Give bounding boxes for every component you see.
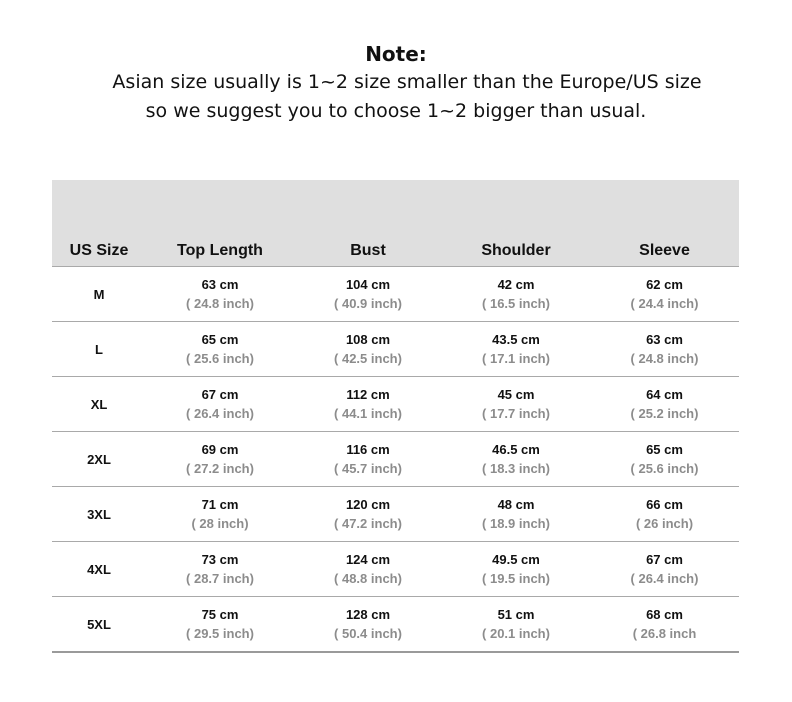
- inch-value: ( 26.4 inch): [630, 570, 699, 586]
- header-us-size: US Size: [52, 180, 146, 267]
- inch-value: ( 45.7 inch): [334, 460, 402, 476]
- header-top-length: Top Length: [146, 180, 294, 267]
- top-length-cell: [146, 432, 294, 487]
- cm-value: 128 cm: [345, 606, 391, 622]
- inch-value: ( 47.2 inch): [334, 515, 402, 531]
- cm-value: 104 cm: [345, 276, 391, 292]
- bust-cell: [294, 377, 442, 432]
- inch-value: ( 18.9 inch): [482, 515, 550, 531]
- cm-value: 46.5 cm: [492, 441, 540, 457]
- sleeve-cell: [590, 322, 739, 377]
- inch-value: ( 17.7 inch): [482, 405, 550, 421]
- inch-value: ( 24.8 inch): [630, 350, 699, 366]
- inch-value: ( 44.1 inch): [334, 405, 402, 421]
- inch-value: ( 26 inch): [635, 515, 694, 531]
- cm-value: 75 cm: [201, 606, 239, 622]
- cm-value: 71 cm: [201, 496, 239, 512]
- table-header: [52, 180, 739, 267]
- cm-value: 120 cm: [345, 496, 391, 512]
- shoulder-cell: [442, 377, 590, 432]
- note-line-1: Asian size usually is 1~2 size smaller than the Europe/US size: [112, 71, 702, 93]
- size-label: 5XL: [52, 597, 146, 653]
- sleeve-cell: [590, 267, 739, 322]
- size-label: XL: [52, 377, 146, 432]
- table-row: [52, 542, 739, 597]
- inch-value: ( 17.1 inch): [482, 350, 550, 366]
- size-label: L: [52, 322, 146, 377]
- size-note: [0, 40, 792, 126]
- size-label: 2XL: [52, 432, 146, 487]
- cm-value: 124 cm: [345, 551, 391, 567]
- cm-value: 67 cm: [201, 386, 239, 402]
- header-bust: Bust: [294, 180, 442, 267]
- top-length-cell: [146, 487, 294, 542]
- cm-value: 65 cm: [201, 331, 239, 347]
- inch-value: ( 25.2 inch): [630, 405, 699, 421]
- cm-value: 108 cm: [345, 331, 391, 347]
- inch-value: ( 28.7 inch): [186, 570, 254, 586]
- header-row: [52, 180, 739, 267]
- cm-value: 63 cm: [646, 331, 683, 347]
- table-row: [52, 432, 739, 487]
- cm-value: 43.5 cm: [492, 331, 540, 347]
- top-length-cell: [146, 322, 294, 377]
- bust-cell: [294, 542, 442, 597]
- shoulder-cell: [442, 267, 590, 322]
- header-sleeve: Sleeve: [590, 180, 739, 267]
- bust-cell: [294, 487, 442, 542]
- cm-value: 63 cm: [201, 276, 239, 292]
- size-chart-table: [52, 180, 739, 653]
- cm-value: 62 cm: [646, 276, 683, 292]
- cm-value: 73 cm: [201, 551, 239, 567]
- note-title: Note:: [365, 42, 427, 66]
- inch-value: ( 50.4 inch): [334, 625, 402, 641]
- table-row: [52, 597, 739, 653]
- sleeve-cell: [590, 542, 739, 597]
- inch-value: ( 26.8 inch: [632, 625, 697, 641]
- shoulder-cell: [442, 432, 590, 487]
- cm-value: 64 cm: [646, 386, 683, 402]
- cm-value: 51 cm: [497, 606, 535, 622]
- inch-value: ( 25.6 inch): [630, 460, 699, 476]
- size-label: 3XL: [52, 487, 146, 542]
- top-length-cell: [146, 267, 294, 322]
- table-row: [52, 267, 739, 322]
- inch-value: ( 25.6 inch): [186, 350, 254, 366]
- cm-value: 116 cm: [346, 441, 390, 457]
- sleeve-cell: [590, 597, 739, 653]
- cm-value: 67 cm: [646, 551, 683, 567]
- inch-value: ( 18.3 inch): [482, 460, 550, 476]
- inch-value: ( 42.5 inch): [334, 350, 402, 366]
- table-row: [52, 377, 739, 432]
- cm-value: 68 cm: [646, 606, 683, 622]
- top-length-cell: [146, 542, 294, 597]
- table-row: [52, 322, 739, 377]
- shoulder-cell: [442, 597, 590, 653]
- shoulder-cell: [442, 542, 590, 597]
- top-length-cell: [146, 597, 294, 653]
- inch-value: ( 40.9 inch): [334, 295, 402, 311]
- sleeve-cell: [590, 377, 739, 432]
- cm-value: 49.5 cm: [492, 551, 540, 567]
- inch-value: ( 19.5 inch): [482, 570, 550, 586]
- size-label: M: [52, 267, 146, 322]
- cm-value: 66 cm: [646, 496, 683, 512]
- cm-value: 112 cm: [346, 386, 390, 402]
- header-shoulder: Shoulder: [442, 180, 590, 267]
- bust-cell: [294, 597, 442, 653]
- cm-value: 69 cm: [201, 441, 239, 457]
- sleeve-cell: [590, 487, 739, 542]
- sleeve-cell: [590, 432, 739, 487]
- size-label: 4XL: [52, 542, 146, 597]
- inch-value: ( 26.4 inch): [186, 405, 254, 421]
- top-length-cell: [146, 377, 294, 432]
- inch-value: ( 24.4 inch): [630, 295, 699, 311]
- inch-value: ( 24.8 inch): [186, 295, 254, 311]
- cm-value: 42 cm: [497, 276, 535, 292]
- bust-cell: [294, 322, 442, 377]
- inch-value: ( 16.5 inch): [482, 295, 550, 311]
- table-row: [52, 487, 739, 542]
- inch-value: ( 27.2 inch): [186, 460, 254, 476]
- cm-value: 65 cm: [646, 441, 683, 457]
- cm-value: 48 cm: [497, 496, 535, 512]
- inch-value: ( 28 inch): [191, 515, 249, 531]
- inch-value: ( 20.1 inch): [482, 625, 550, 641]
- inch-value: ( 29.5 inch): [186, 625, 254, 641]
- inch-value: ( 48.8 inch): [334, 570, 402, 586]
- cm-value: 45 cm: [497, 386, 535, 402]
- shoulder-cell: [442, 487, 590, 542]
- bust-cell: [294, 432, 442, 487]
- note-line-2: so we suggest you to choose 1~2 bigger than usual.: [145, 100, 647, 122]
- bust-cell: [294, 267, 442, 322]
- shoulder-cell: [442, 322, 590, 377]
